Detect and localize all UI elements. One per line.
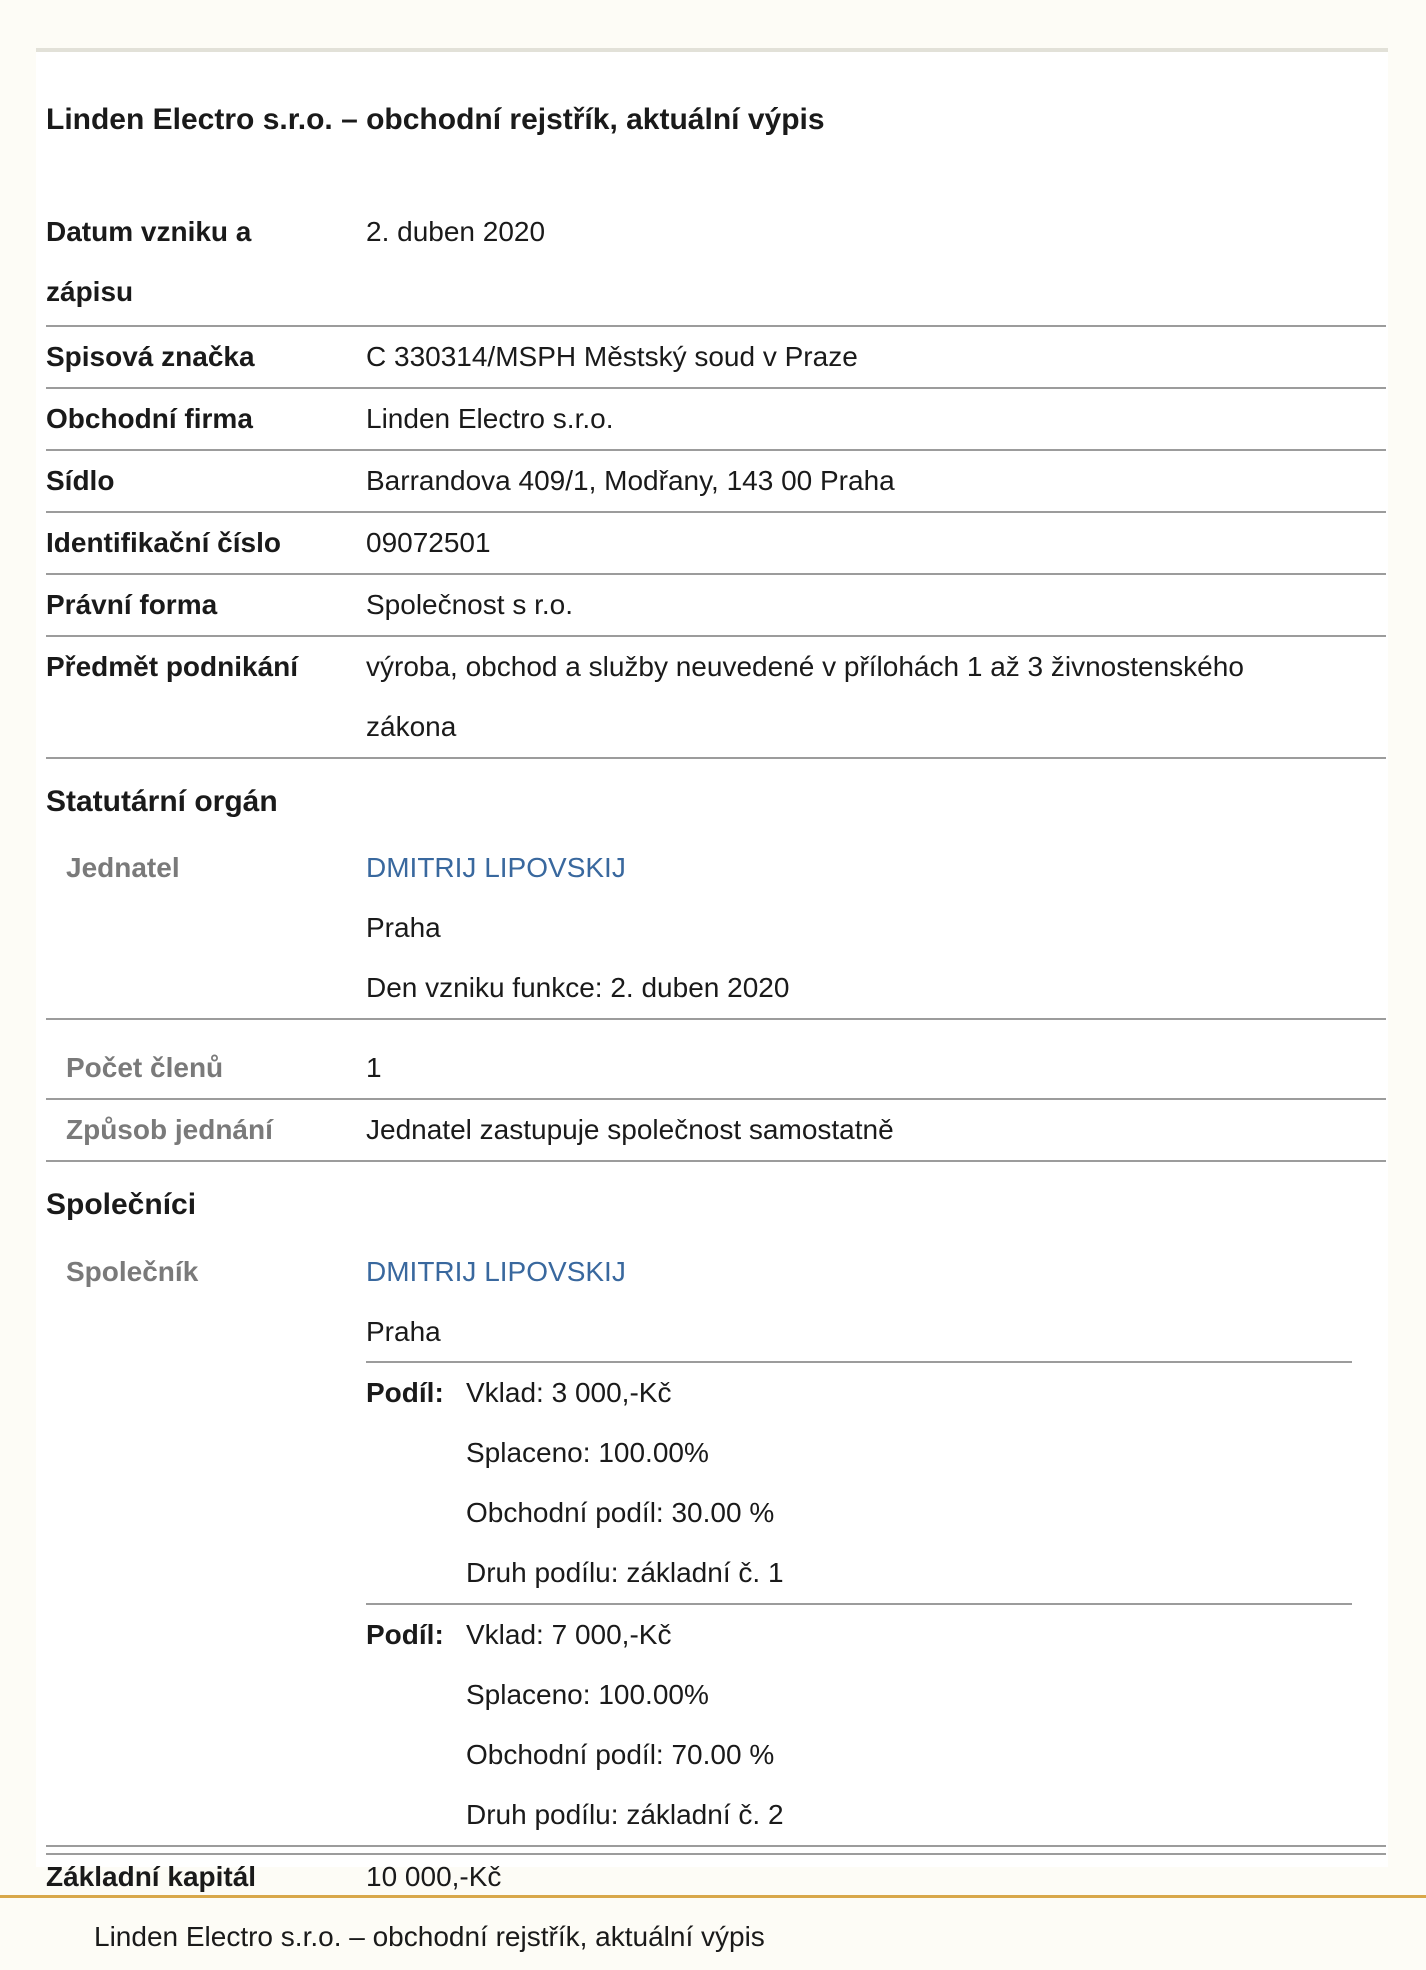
label-firma: Obchodní firma — [46, 403, 253, 434]
label-zpusob-jednani: Způsob jednání — [66, 1114, 273, 1145]
page-title: Linden Electro s.r.o. – obchodní rejstřík, aktuální výpis — [46, 103, 825, 136]
jednatel-name-link[interactable]: DMITRIJ LIPOVSKIJ — [366, 852, 626, 883]
value-predmet-line1: výroba, obchod a služby neuvedené v přílohách 1 až 3 živnostenského — [366, 651, 1244, 682]
value-predmet-line2: zákona — [366, 711, 457, 742]
divider — [46, 757, 1386, 759]
value-ico: 09072501 — [366, 527, 491, 558]
spolecnik-city: Praha — [366, 1316, 441, 1347]
podil-splaceno: Splaceno: 100.00% — [466, 1437, 709, 1468]
podil-obchodni: Obchodní podíl: 70.00 % — [466, 1739, 775, 1770]
value-spisova: C 330314/MSPH Městský soud v Praze — [366, 341, 858, 372]
podil-druh: Druh podílu: základní č. 2 — [466, 1799, 784, 1830]
value-zpusob-jednani: Jednatel zastupuje společnost samostatně — [366, 1114, 894, 1145]
podil-label: Podíl: — [366, 1377, 444, 1408]
registry-card — [36, 48, 1388, 1892]
divider — [46, 1853, 1386, 1855]
section-spolecnici: Společníci — [46, 1188, 197, 1221]
value-firma: Linden Electro s.r.o. — [366, 403, 614, 434]
label-spolecnik: Společník — [66, 1256, 199, 1287]
podil-vklad: Vklad: 3 000,-Kč — [466, 1377, 672, 1408]
podil-druh: Druh podílu: základní č. 1 — [466, 1557, 784, 1588]
label-ico: Identifikační číslo — [46, 527, 281, 558]
divider — [46, 1018, 1386, 1020]
value-pocet-clenu: 1 — [366, 1052, 382, 1083]
label-kapital: Základní kapitál — [46, 1861, 257, 1892]
value-kapital: 10 000,-Kč — [366, 1861, 502, 1892]
label-datum-line2: zápisu — [46, 276, 134, 307]
value-datum: 2. duben 2020 — [366, 216, 546, 247]
podil-splaceno: Splaceno: 100.00% — [466, 1679, 709, 1710]
jednatel-city: Praha — [366, 912, 441, 943]
label-sidlo: Sídlo — [46, 465, 115, 496]
podil-label: Podíl: — [366, 1619, 444, 1650]
label-pocet-clenu: Počet členů — [66, 1052, 224, 1083]
spolecnik-name-link[interactable]: DMITRIJ LIPOVSKIJ — [366, 1256, 626, 1287]
label-forma: Právní forma — [46, 589, 218, 620]
label-spisova: Spisová značka — [46, 341, 255, 372]
label-jednatel: Jednatel — [66, 852, 180, 883]
footer-title: Linden Electro s.r.o. – obchodní rejstřík, aktuální výpis — [94, 1921, 765, 1952]
divider — [46, 1160, 1386, 1162]
footer-divider — [0, 1895, 1426, 1898]
value-forma: Společnost s r.o. — [366, 589, 574, 620]
jednatel-since: Den vzniku funkce: 2. duben 2020 — [366, 972, 790, 1003]
section-statutarni-organ: Statutární orgán — [46, 785, 278, 818]
value-sidlo: Barrandova 409/1, Modřany, 143 00 Praha — [366, 465, 895, 496]
label-datum-line1: Datum vzniku a — [46, 216, 252, 247]
podil-obchodni: Obchodní podíl: 30.00 % — [466, 1497, 775, 1528]
label-predmet: Předmět podnikání — [46, 651, 299, 682]
podil-vklad: Vklad: 7 000,-Kč — [466, 1619, 672, 1650]
